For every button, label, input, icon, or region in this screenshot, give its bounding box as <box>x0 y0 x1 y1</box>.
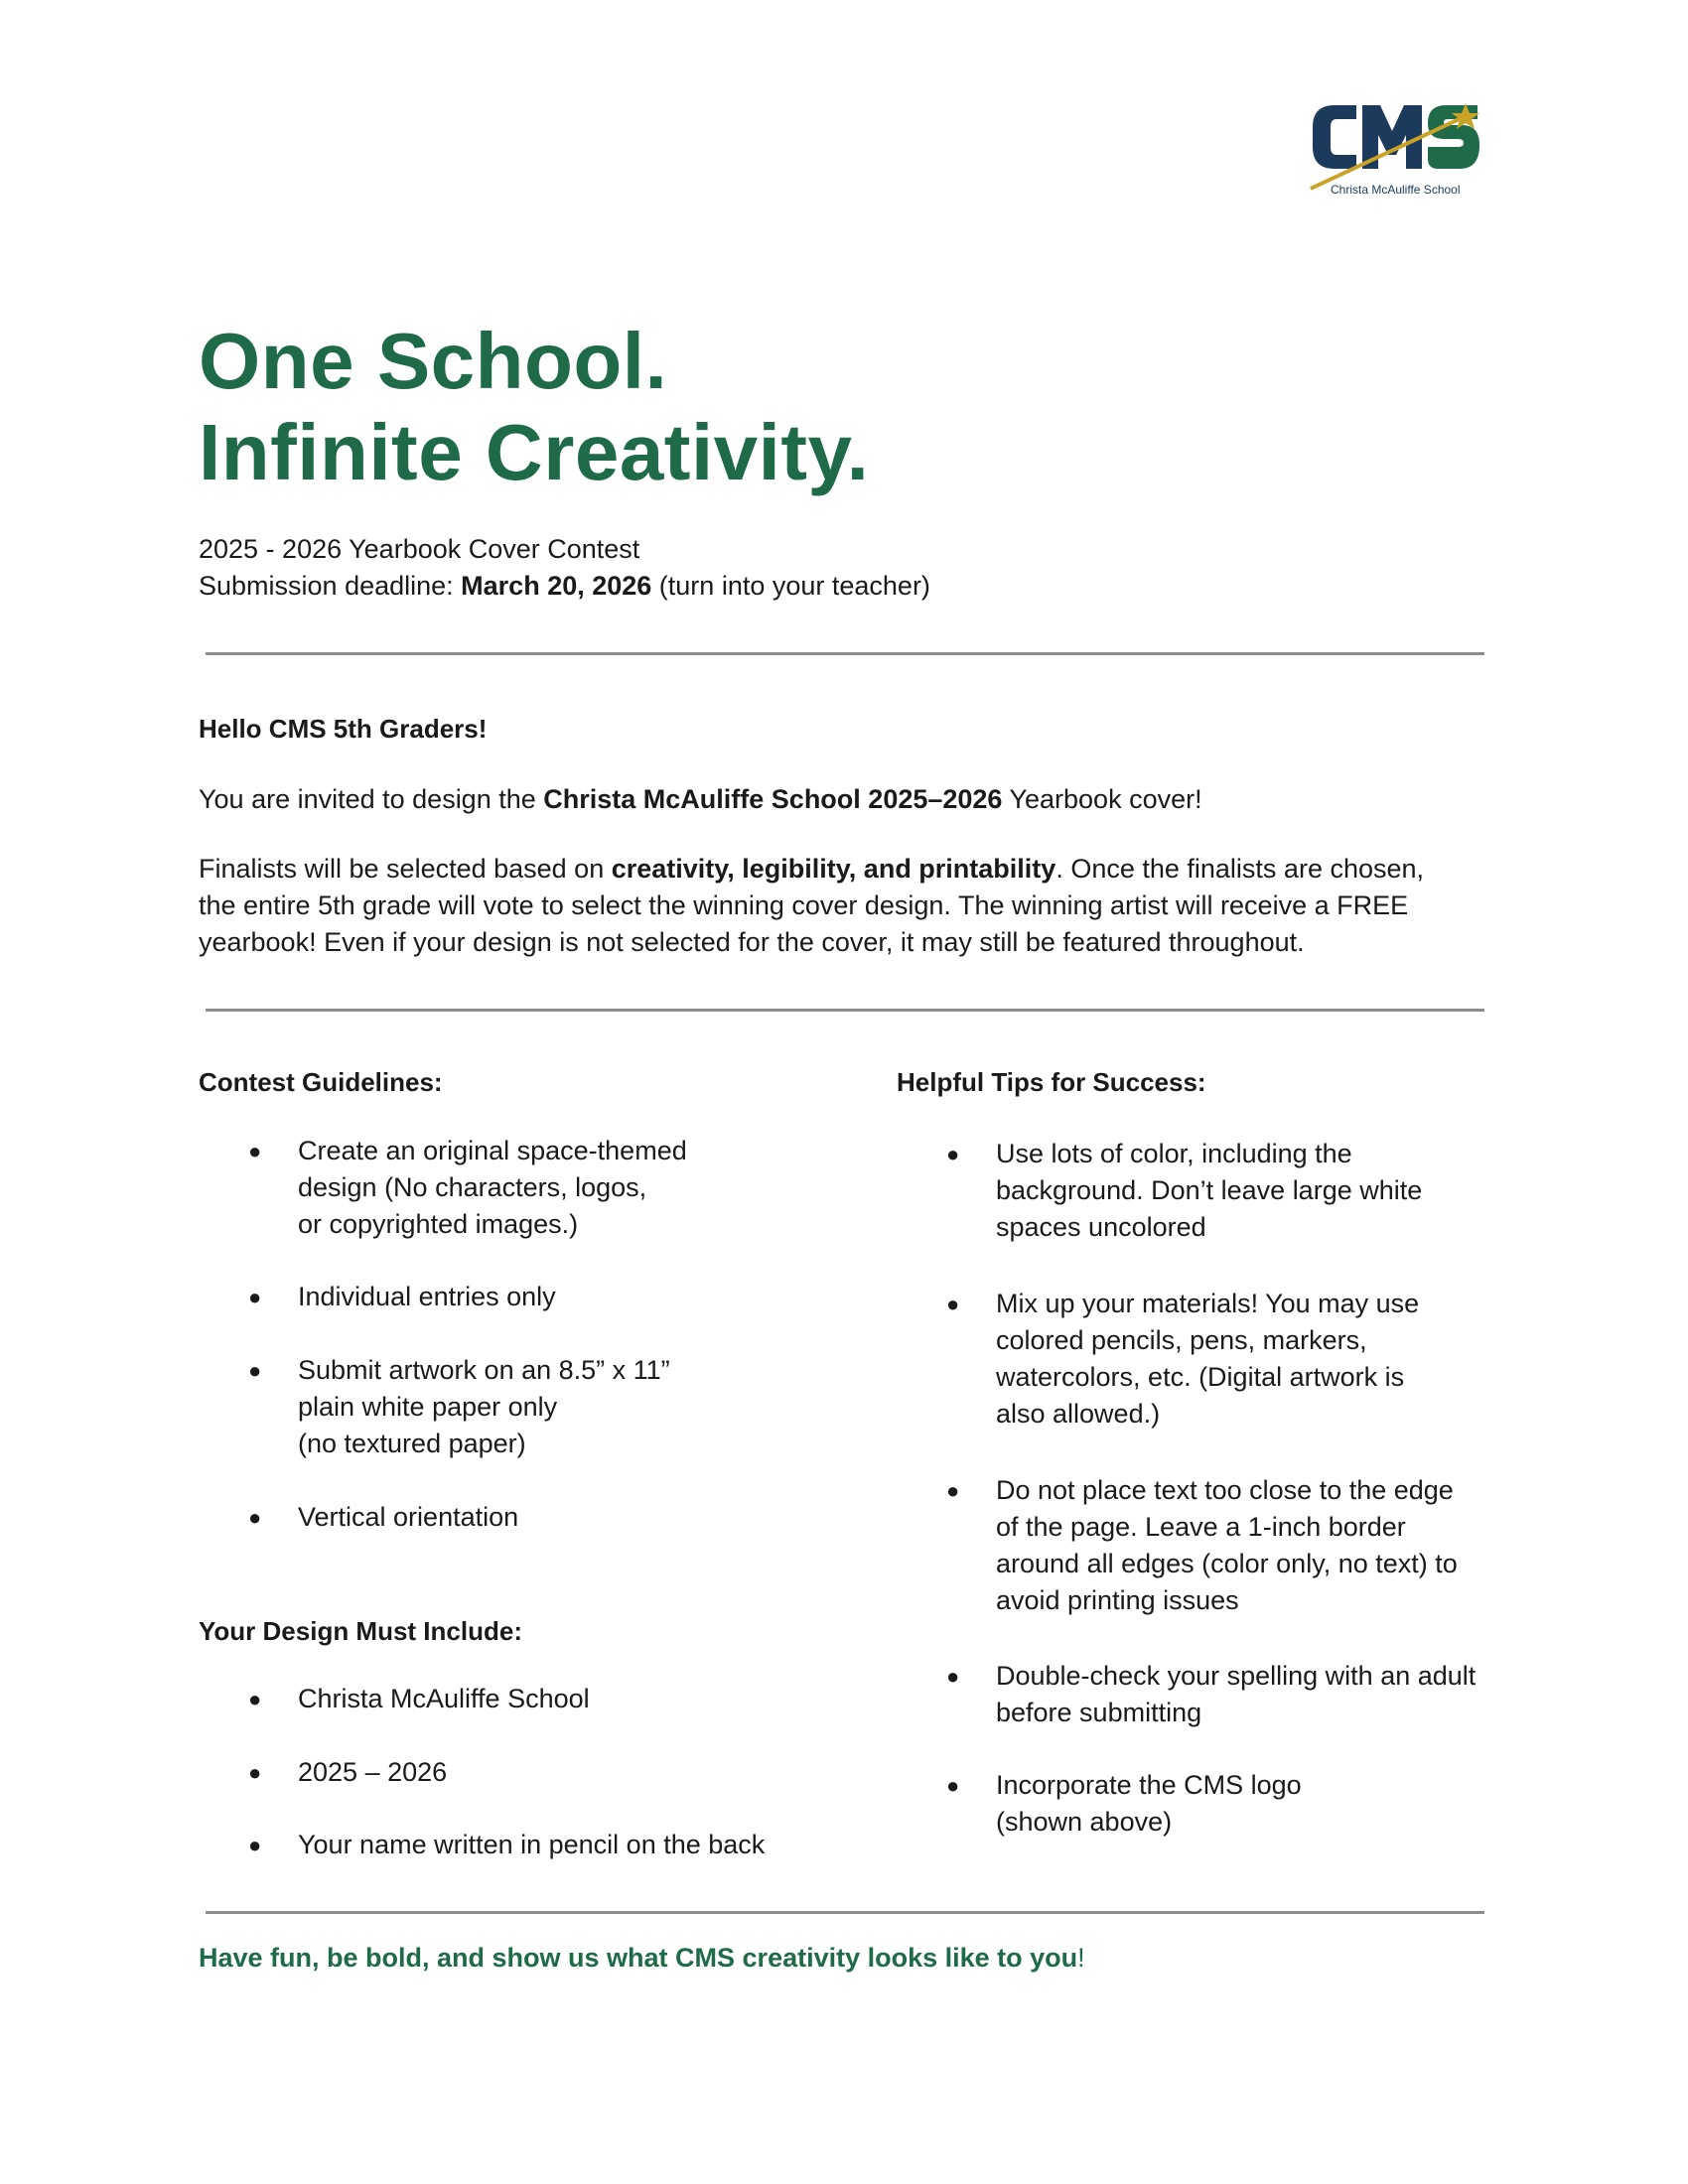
bullet-icon: ● <box>248 1760 262 1785</box>
closing-line <box>199 1943 1085 1974</box>
tip-1-line-3: spaces uncolored <box>996 1212 1206 1242</box>
tip-3-line-2: of the page. Leave a 1-inch border <box>996 1512 1406 1542</box>
divider-1 <box>206 652 1484 655</box>
logo-school-name: Christa McAuliffe School <box>1331 183 1461 197</box>
cms-logo <box>1309 97 1487 205</box>
headline-line-2: Infinite Creativity. <box>199 408 870 496</box>
must-include-item <box>199 1827 765 1863</box>
guideline-2-line-1: Individual entries only <box>298 1282 556 1311</box>
tip-3-line-4: avoid printing issues <box>996 1585 1239 1615</box>
must-include-item <box>199 1754 447 1791</box>
tip-3-line-1: Do not place text too close to the edge <box>996 1475 1454 1505</box>
submission-deadline <box>199 568 930 605</box>
guideline-3-line-2: plain white paper only <box>298 1392 558 1422</box>
tip-3-line-3: around all edges (color only, no text) to <box>996 1549 1458 1578</box>
guideline-3-line-1: Submit artwork on an 8.5” x 11” <box>298 1355 670 1385</box>
cms-logo-graphic <box>1309 97 1487 205</box>
divider-2 <box>206 1009 1484 1012</box>
bullet-icon: ● <box>248 1139 262 1163</box>
must-include-1: Christa McAuliffe School <box>298 1684 590 1713</box>
p2-line-1-post: . Once the finalists are chosen, <box>1055 854 1425 884</box>
p1-post: Yearbook cover! <box>1002 784 1202 814</box>
intro-paragraph-1 <box>199 781 1202 818</box>
bullet-icon: ● <box>248 1505 262 1530</box>
closing-bold: Have fun, be bold, and show us what CMS creativity looks like to you <box>199 1943 1078 1973</box>
greeting: Hello CMS 5th Graders! <box>199 714 488 744</box>
deadline-note: (turn into your teacher) <box>651 571 930 601</box>
guideline-4-line-1: Vertical orientation <box>298 1502 519 1532</box>
closing-punctuation: ! <box>1077 1943 1085 1973</box>
contest-title: 2025 - 2026 Yearbook Cover Contest <box>199 534 640 564</box>
guideline-3-line-3: (no textured paper) <box>298 1429 526 1458</box>
divider-3 <box>206 1911 1484 1914</box>
bullet-icon: ● <box>946 1664 960 1689</box>
tip-item <box>897 1658 1476 1731</box>
bullet-icon: ● <box>946 1773 960 1798</box>
p2-line-1-bold: creativity, legibility, and printability <box>611 854 1056 884</box>
guideline-item <box>199 1352 670 1462</box>
tip-2-line-3: watercolors, etc. (Digital artwork is <box>996 1362 1405 1392</box>
tip-5-line-1: Incorporate the CMS logo <box>996 1770 1302 1800</box>
must-include-item <box>199 1681 590 1717</box>
tip-1-line-2: background. Don’t leave large white <box>996 1175 1423 1205</box>
p1-bold: Christa McAuliffe School 2025–2026 <box>543 784 1003 814</box>
p2-line-3: yearbook! Even if your design is not selected for the cover, it may still be featured throughout. <box>199 927 1305 957</box>
bullet-icon: ● <box>946 1478 960 1503</box>
headline-line-1: One School. <box>199 317 668 405</box>
tip-4-line-1: Double-check your spelling with an adult <box>996 1661 1477 1691</box>
bullet-icon: ● <box>248 1358 262 1383</box>
guideline-item <box>199 1279 556 1315</box>
bullet-icon: ● <box>946 1292 960 1316</box>
tip-item <box>897 1767 1302 1841</box>
p2-line-1 <box>199 851 1489 887</box>
p2-line-2: the entire 5th grade will vote to select the winning cover design. The winning artist will receive a FREE <box>199 890 1409 920</box>
tip-5-line-2: (shown above) <box>996 1807 1173 1837</box>
guideline-item <box>199 1133 687 1243</box>
tip-item <box>897 1472 1458 1619</box>
tip-2-line-1: Mix up your materials! You may use <box>996 1289 1420 1318</box>
deadline-label: Submission deadline: <box>199 571 462 601</box>
must-include-heading: Your Design Must Include: <box>199 1616 522 1646</box>
tips-heading: Helpful Tips for Success: <box>897 1067 1206 1097</box>
tip-1-line-1: Use lots of color, including the <box>996 1139 1352 1168</box>
must-include-2: 2025 – 2026 <box>298 1757 448 1787</box>
guidelines-heading: Contest Guidelines: <box>199 1067 443 1097</box>
bullet-icon: ● <box>248 1285 262 1309</box>
must-include-3: Your name written in pencil on the back <box>298 1830 766 1859</box>
guideline-1-line-1: Create an original space-themed <box>298 1136 687 1165</box>
tip-4-line-2: before submitting <box>996 1698 1202 1727</box>
tip-item <box>897 1286 1419 1433</box>
p2-line-1-pre: Finalists will be selected based on <box>199 854 612 884</box>
contest-meta <box>199 531 930 605</box>
page-headline <box>199 316 869 498</box>
guideline-1-line-2: design (No characters, logos, <box>298 1172 647 1202</box>
p1-pre: You are invited to design the <box>199 784 544 814</box>
tip-item <box>897 1136 1422 1246</box>
guideline-item <box>199 1499 518 1536</box>
bullet-icon: ● <box>946 1142 960 1166</box>
deadline-date: March 20, 2026 <box>461 571 652 601</box>
tip-2-line-2: colored pencils, pens, markers, <box>996 1325 1367 1355</box>
bullet-icon: ● <box>248 1833 262 1857</box>
logo-letter-c <box>1313 105 1356 169</box>
intro-paragraph-2 <box>199 851 1489 961</box>
tip-2-line-4: also allowed.) <box>996 1399 1161 1429</box>
bullet-icon: ● <box>248 1687 262 1711</box>
guideline-1-line-3: or copyrighted images.) <box>298 1209 579 1239</box>
